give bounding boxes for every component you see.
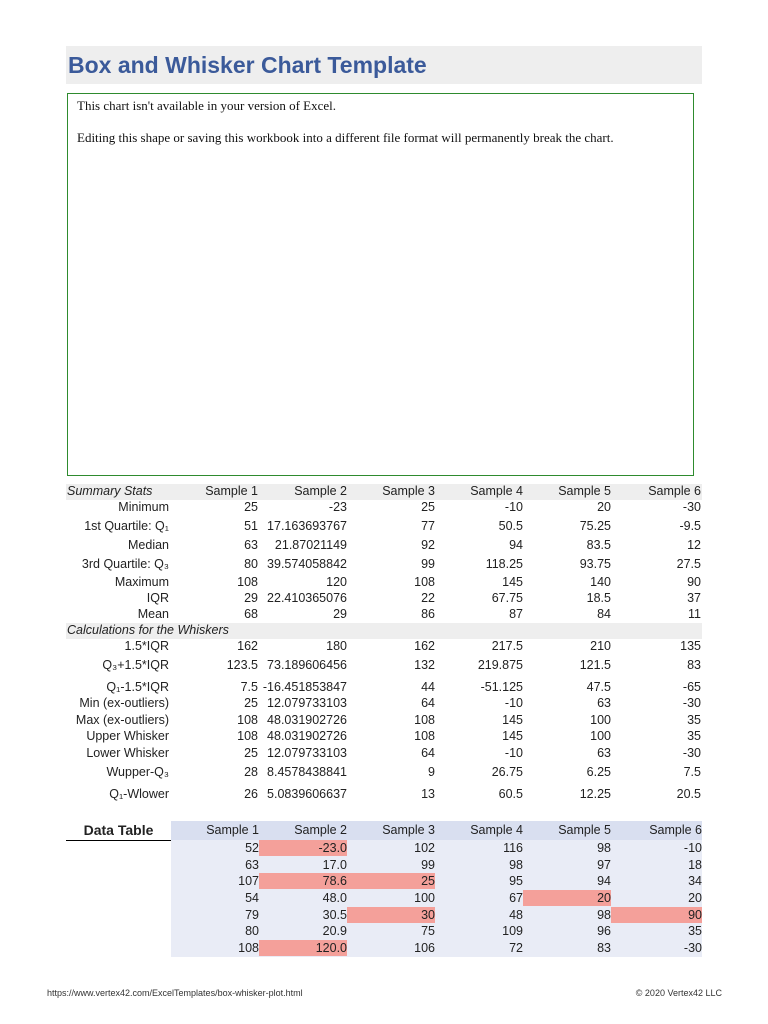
- data-cell[interactable]: 100: [414, 891, 435, 906]
- divider: [66, 840, 172, 841]
- stat-cell[interactable]: 75.25: [579, 519, 611, 533]
- data-cell[interactable]: 102: [414, 841, 435, 855]
- col-header: Sample 6: [648, 484, 701, 498]
- stat-cell[interactable]: 108: [414, 729, 435, 743]
- stat-cell[interactable]: 44: [421, 680, 435, 694]
- stat-cell[interactable]: 99: [421, 557, 435, 571]
- stat-cell[interactable]: 25: [244, 746, 258, 760]
- stat-cell[interactable]: 12.25: [579, 787, 611, 801]
- stat-cell[interactable]: 132: [414, 658, 435, 672]
- whiskers-header-row: [66, 623, 702, 639]
- chart-placeholder[interactable]: [67, 93, 694, 476]
- data-table-header: [66, 821, 702, 840]
- stat-cell[interactable]: 25: [421, 500, 435, 514]
- stat-cell[interactable]: 80: [244, 557, 258, 571]
- col-header: Sample 2: [294, 484, 347, 498]
- data-cell[interactable]: 83: [597, 941, 611, 956]
- stat-cell[interactable]: 25: [244, 500, 258, 514]
- stat-cell[interactable]: 6.25: [586, 765, 611, 779]
- stat-row: [66, 538, 702, 554]
- stat-cell[interactable]: 51: [244, 519, 258, 533]
- data-cell[interactable]: -10: [683, 841, 702, 855]
- stat-row: [66, 591, 702, 607]
- row-label: Mean: [137, 607, 169, 621]
- stat-cell[interactable]: 118.25: [485, 557, 523, 571]
- whiskers-section-label: Calculations for the Whiskers: [67, 623, 229, 637]
- stat-row: [66, 729, 702, 745]
- stat-cell[interactable]: 67.75: [491, 591, 523, 605]
- stat-row: [66, 575, 702, 591]
- data-cell[interactable]: 20: [523, 890, 611, 906]
- stat-cell[interactable]: 219.875: [477, 658, 523, 672]
- stat-cell[interactable]: 20.5: [676, 787, 701, 801]
- row-label: Upper Whisker: [86, 729, 169, 743]
- stat-cell[interactable]: 123.5: [226, 658, 258, 672]
- stat-row: [66, 519, 702, 535]
- data-cell[interactable]: 17.0: [322, 857, 347, 872]
- stat-cell[interactable]: 48.031902726: [267, 729, 347, 743]
- row-label: Maximum: [114, 575, 169, 589]
- stat-cell[interactable]: 25: [244, 696, 258, 710]
- stat-cell[interactable]: 64: [421, 746, 435, 760]
- stat-row: [66, 680, 702, 696]
- stat-cell[interactable]: 35: [687, 729, 701, 743]
- col-header: Sample 4: [470, 823, 523, 837]
- col-header: Sample 1: [206, 823, 259, 837]
- stat-cell[interactable]: 217.5: [491, 639, 523, 653]
- data-cell[interactable]: 79: [245, 907, 259, 922]
- stat-cell[interactable]: -30: [682, 746, 701, 760]
- stat-cell[interactable]: -10: [504, 696, 523, 710]
- table-row: [171, 890, 702, 907]
- row-label: Max (ex-outliers): [75, 713, 169, 727]
- stat-cell[interactable]: 108: [237, 713, 258, 727]
- stat-cell[interactable]: -51.125: [480, 680, 523, 694]
- stat-cell[interactable]: -23: [328, 500, 347, 514]
- stat-cell[interactable]: 108: [237, 575, 258, 589]
- stat-cell[interactable]: 108: [237, 729, 258, 743]
- data-cell[interactable]: 34: [688, 874, 702, 889]
- stat-cell[interactable]: 21.87021149: [274, 538, 347, 552]
- stat-cell[interactable]: 162: [237, 639, 258, 653]
- col-header: Sample 3: [382, 823, 435, 837]
- row-label: Wupper-Q₃: [106, 765, 169, 779]
- footer-copyright: © 2020 Vertex42 LLC: [635, 988, 722, 998]
- data-table-body: [171, 840, 702, 957]
- stat-cell[interactable]: 120: [326, 575, 347, 589]
- stat-cell[interactable]: 210: [590, 639, 611, 653]
- stat-cell[interactable]: -65: [682, 680, 701, 694]
- stat-cell[interactable]: 108: [414, 713, 435, 727]
- data-cell[interactable]: 78.6: [259, 873, 347, 889]
- summary-header-row: [66, 484, 702, 500]
- stat-cell[interactable]: 73.189606456: [267, 658, 347, 672]
- data-cell[interactable]: 95: [509, 874, 523, 889]
- data-cell[interactable]: 72: [509, 941, 523, 956]
- data-cell[interactable]: 20.9: [322, 924, 347, 939]
- stat-cell[interactable]: 86: [421, 607, 435, 621]
- stat-cell[interactable]: 50.5: [498, 519, 523, 533]
- data-cell[interactable]: 35: [688, 924, 702, 939]
- stat-cell[interactable]: 100: [590, 713, 611, 727]
- stat-cell[interactable]: -10: [504, 500, 523, 514]
- col-header: Sample 1: [205, 484, 258, 498]
- data-cell[interactable]: 30.5: [322, 907, 347, 922]
- data-cell[interactable]: 25: [347, 873, 435, 889]
- stat-cell[interactable]: 12.079733103: [267, 696, 347, 710]
- stat-cell[interactable]: 27.5: [676, 557, 701, 571]
- stat-cell[interactable]: 7.5: [683, 765, 701, 779]
- stat-cell[interactable]: 83.5: [586, 538, 611, 552]
- data-cell[interactable]: 98: [597, 907, 611, 922]
- data-cell[interactable]: 75: [421, 924, 435, 939]
- stat-row: [66, 746, 702, 762]
- data-cell[interactable]: -30: [683, 941, 702, 956]
- data-cell[interactable]: 116: [503, 841, 523, 855]
- stat-cell[interactable]: 12: [687, 538, 701, 552]
- stat-row: [66, 500, 702, 516]
- data-cell[interactable]: 30: [347, 907, 435, 923]
- table-row: [171, 907, 702, 924]
- stat-cell[interactable]: 63: [244, 538, 258, 552]
- stat-cell[interactable]: 11: [688, 607, 701, 621]
- data-cell[interactable]: 48.0: [322, 891, 347, 906]
- data-cell[interactable]: 18: [688, 857, 702, 872]
- stat-cell[interactable]: 100: [590, 729, 611, 743]
- stat-cell[interactable]: -9.5: [679, 519, 701, 533]
- row-label: Q₁-Wlower: [109, 787, 169, 801]
- data-cell[interactable]: 98: [597, 841, 611, 855]
- stat-cell[interactable]: 135: [680, 639, 701, 653]
- data-cell[interactable]: 90: [611, 907, 702, 923]
- stat-cell[interactable]: 145: [502, 713, 523, 727]
- stat-row: [66, 713, 702, 729]
- data-cell[interactable]: 63: [245, 857, 259, 872]
- data-cell[interactable]: 106: [414, 941, 435, 956]
- stat-row: [66, 765, 702, 781]
- table-row: [171, 940, 702, 957]
- data-cell[interactable]: 67: [509, 891, 523, 906]
- stat-cell[interactable]: 68: [244, 607, 258, 621]
- stat-cell[interactable]: 12.079733103: [267, 746, 347, 760]
- stat-cell[interactable]: 63: [597, 696, 611, 710]
- stat-cell[interactable]: 37: [687, 591, 701, 605]
- summary-stats-table: [66, 484, 702, 500]
- whiskers-header: [66, 623, 702, 639]
- stat-row: [66, 696, 702, 712]
- chart-warning-message: Editing this shape or saving this workbook into a different file format will permanently break the chart.: [77, 130, 614, 145]
- stat-cell[interactable]: 22.410365076: [267, 591, 347, 605]
- title-bar: [66, 46, 702, 84]
- stat-cell[interactable]: 77: [421, 519, 435, 533]
- row-label: Q₁-1.5*IQR: [106, 680, 169, 694]
- stat-cell[interactable]: 35: [687, 713, 701, 727]
- data-cell[interactable]: 108: [238, 941, 259, 956]
- stat-cell[interactable]: 64: [421, 696, 435, 710]
- data-cell[interactable]: 99: [421, 857, 435, 872]
- stat-cell[interactable]: 162: [414, 639, 435, 653]
- stat-cell[interactable]: 63: [597, 746, 611, 760]
- row-label: Lower Whisker: [86, 746, 169, 760]
- data-cell[interactable]: 94: [597, 874, 611, 889]
- stat-cell[interactable]: 93.75: [579, 557, 611, 571]
- data-cell[interactable]: 52: [245, 841, 259, 855]
- stat-row: [66, 607, 702, 623]
- row-label: Minimum: [118, 500, 169, 514]
- data-cell[interactable]: 54: [245, 891, 259, 906]
- stat-cell[interactable]: -10: [504, 746, 523, 760]
- stat-row: [66, 787, 702, 803]
- stat-cell[interactable]: 121.5: [579, 658, 611, 672]
- stat-cell[interactable]: 83: [687, 658, 701, 672]
- stat-cell[interactable]: 26: [244, 787, 258, 801]
- stat-cell[interactable]: 47.5: [586, 680, 611, 694]
- col-header: Sample 6: [649, 823, 702, 837]
- stat-cell[interactable]: 60.5: [498, 787, 523, 801]
- data-cell[interactable]: 107: [238, 874, 259, 889]
- stat-cell[interactable]: 145: [502, 575, 523, 589]
- data-cell[interactable]: 109: [502, 924, 523, 939]
- row-label: Min (ex-outliers): [79, 696, 169, 710]
- stat-cell[interactable]: 48.031902726: [267, 713, 347, 727]
- stat-cell[interactable]: 94: [509, 538, 523, 552]
- stat-cell[interactable]: 87: [509, 607, 523, 621]
- data-cell[interactable]: -23.0: [259, 840, 347, 856]
- stat-cell[interactable]: -30: [682, 500, 701, 514]
- stat-cell[interactable]: 39.574058842: [267, 557, 347, 571]
- stat-cell[interactable]: 29: [333, 607, 347, 621]
- data-table-title: Data Table: [83, 822, 154, 838]
- page-title: Box and Whisker Chart Template: [68, 52, 427, 78]
- row-label: 1st Quartile: Q₁: [84, 519, 169, 533]
- chart-unavailable-message: This chart isn't available in your version of Excel.: [77, 98, 337, 113]
- stat-row: [66, 639, 702, 655]
- col-header: Sample 5: [558, 484, 611, 498]
- stat-cell[interactable]: -16.451853847: [262, 680, 347, 694]
- stat-cell[interactable]: -30: [682, 696, 701, 710]
- row-label: 3rd Quartile: Q₃: [81, 557, 169, 571]
- row-label: IQR: [146, 591, 169, 605]
- stat-cell[interactable]: 26.75: [491, 765, 523, 779]
- table-row: [171, 873, 702, 890]
- row-label: 1.5*IQR: [124, 639, 169, 653]
- row-label: Median: [128, 538, 169, 552]
- table-row: [171, 840, 702, 857]
- stat-cell[interactable]: 90: [687, 575, 701, 589]
- col-header: Sample 5: [558, 823, 611, 837]
- stat-row: [66, 557, 702, 573]
- stat-cell[interactable]: 140: [590, 575, 611, 589]
- table-row: [171, 857, 702, 874]
- data-cell[interactable]: 48: [509, 907, 523, 922]
- stat-cell[interactable]: 17.163693767: [267, 519, 347, 533]
- stat-cell[interactable]: 180: [326, 639, 347, 653]
- stat-row: [66, 658, 702, 674]
- data-cell[interactable]: 98: [509, 857, 523, 872]
- col-header: Sample 3: [382, 484, 435, 498]
- footer-url[interactable]: https://www.vertex42.com/ExcelTemplates/box-whisker-plot.html: [47, 988, 303, 998]
- stat-cell[interactable]: 28: [244, 765, 258, 779]
- stat-cell[interactable]: 8.4578438841: [267, 765, 347, 779]
- data-cell[interactable]: 120.0: [259, 940, 347, 956]
- stat-cell[interactable]: 7.5: [240, 680, 258, 694]
- stat-cell[interactable]: 13: [421, 787, 435, 801]
- stat-cell[interactable]: 18.5: [586, 591, 611, 605]
- stat-cell[interactable]: 84: [597, 607, 611, 621]
- stat-cell[interactable]: 20: [597, 500, 611, 514]
- data-cell[interactable]: 80: [245, 924, 259, 939]
- table-row: [171, 923, 702, 940]
- col-header: Sample 2: [294, 823, 347, 837]
- stat-cell[interactable]: 92: [421, 538, 435, 552]
- summary-section-label: Summary Stats: [67, 484, 153, 498]
- stat-cell[interactable]: 29: [244, 591, 258, 605]
- data-cell[interactable]: 97: [597, 857, 611, 872]
- stat-cell[interactable]: 22: [421, 591, 435, 605]
- row-label: Q₃+1.5*IQR: [102, 658, 169, 672]
- data-cell[interactable]: 20: [688, 891, 702, 906]
- stat-cell[interactable]: 9: [428, 765, 435, 779]
- data-cell[interactable]: 96: [597, 924, 611, 939]
- col-header: Sample 4: [470, 484, 523, 498]
- stat-cell[interactable]: 145: [502, 729, 523, 743]
- stat-cell[interactable]: 108: [414, 575, 435, 589]
- stat-cell[interactable]: 5.0839606637: [267, 787, 347, 801]
